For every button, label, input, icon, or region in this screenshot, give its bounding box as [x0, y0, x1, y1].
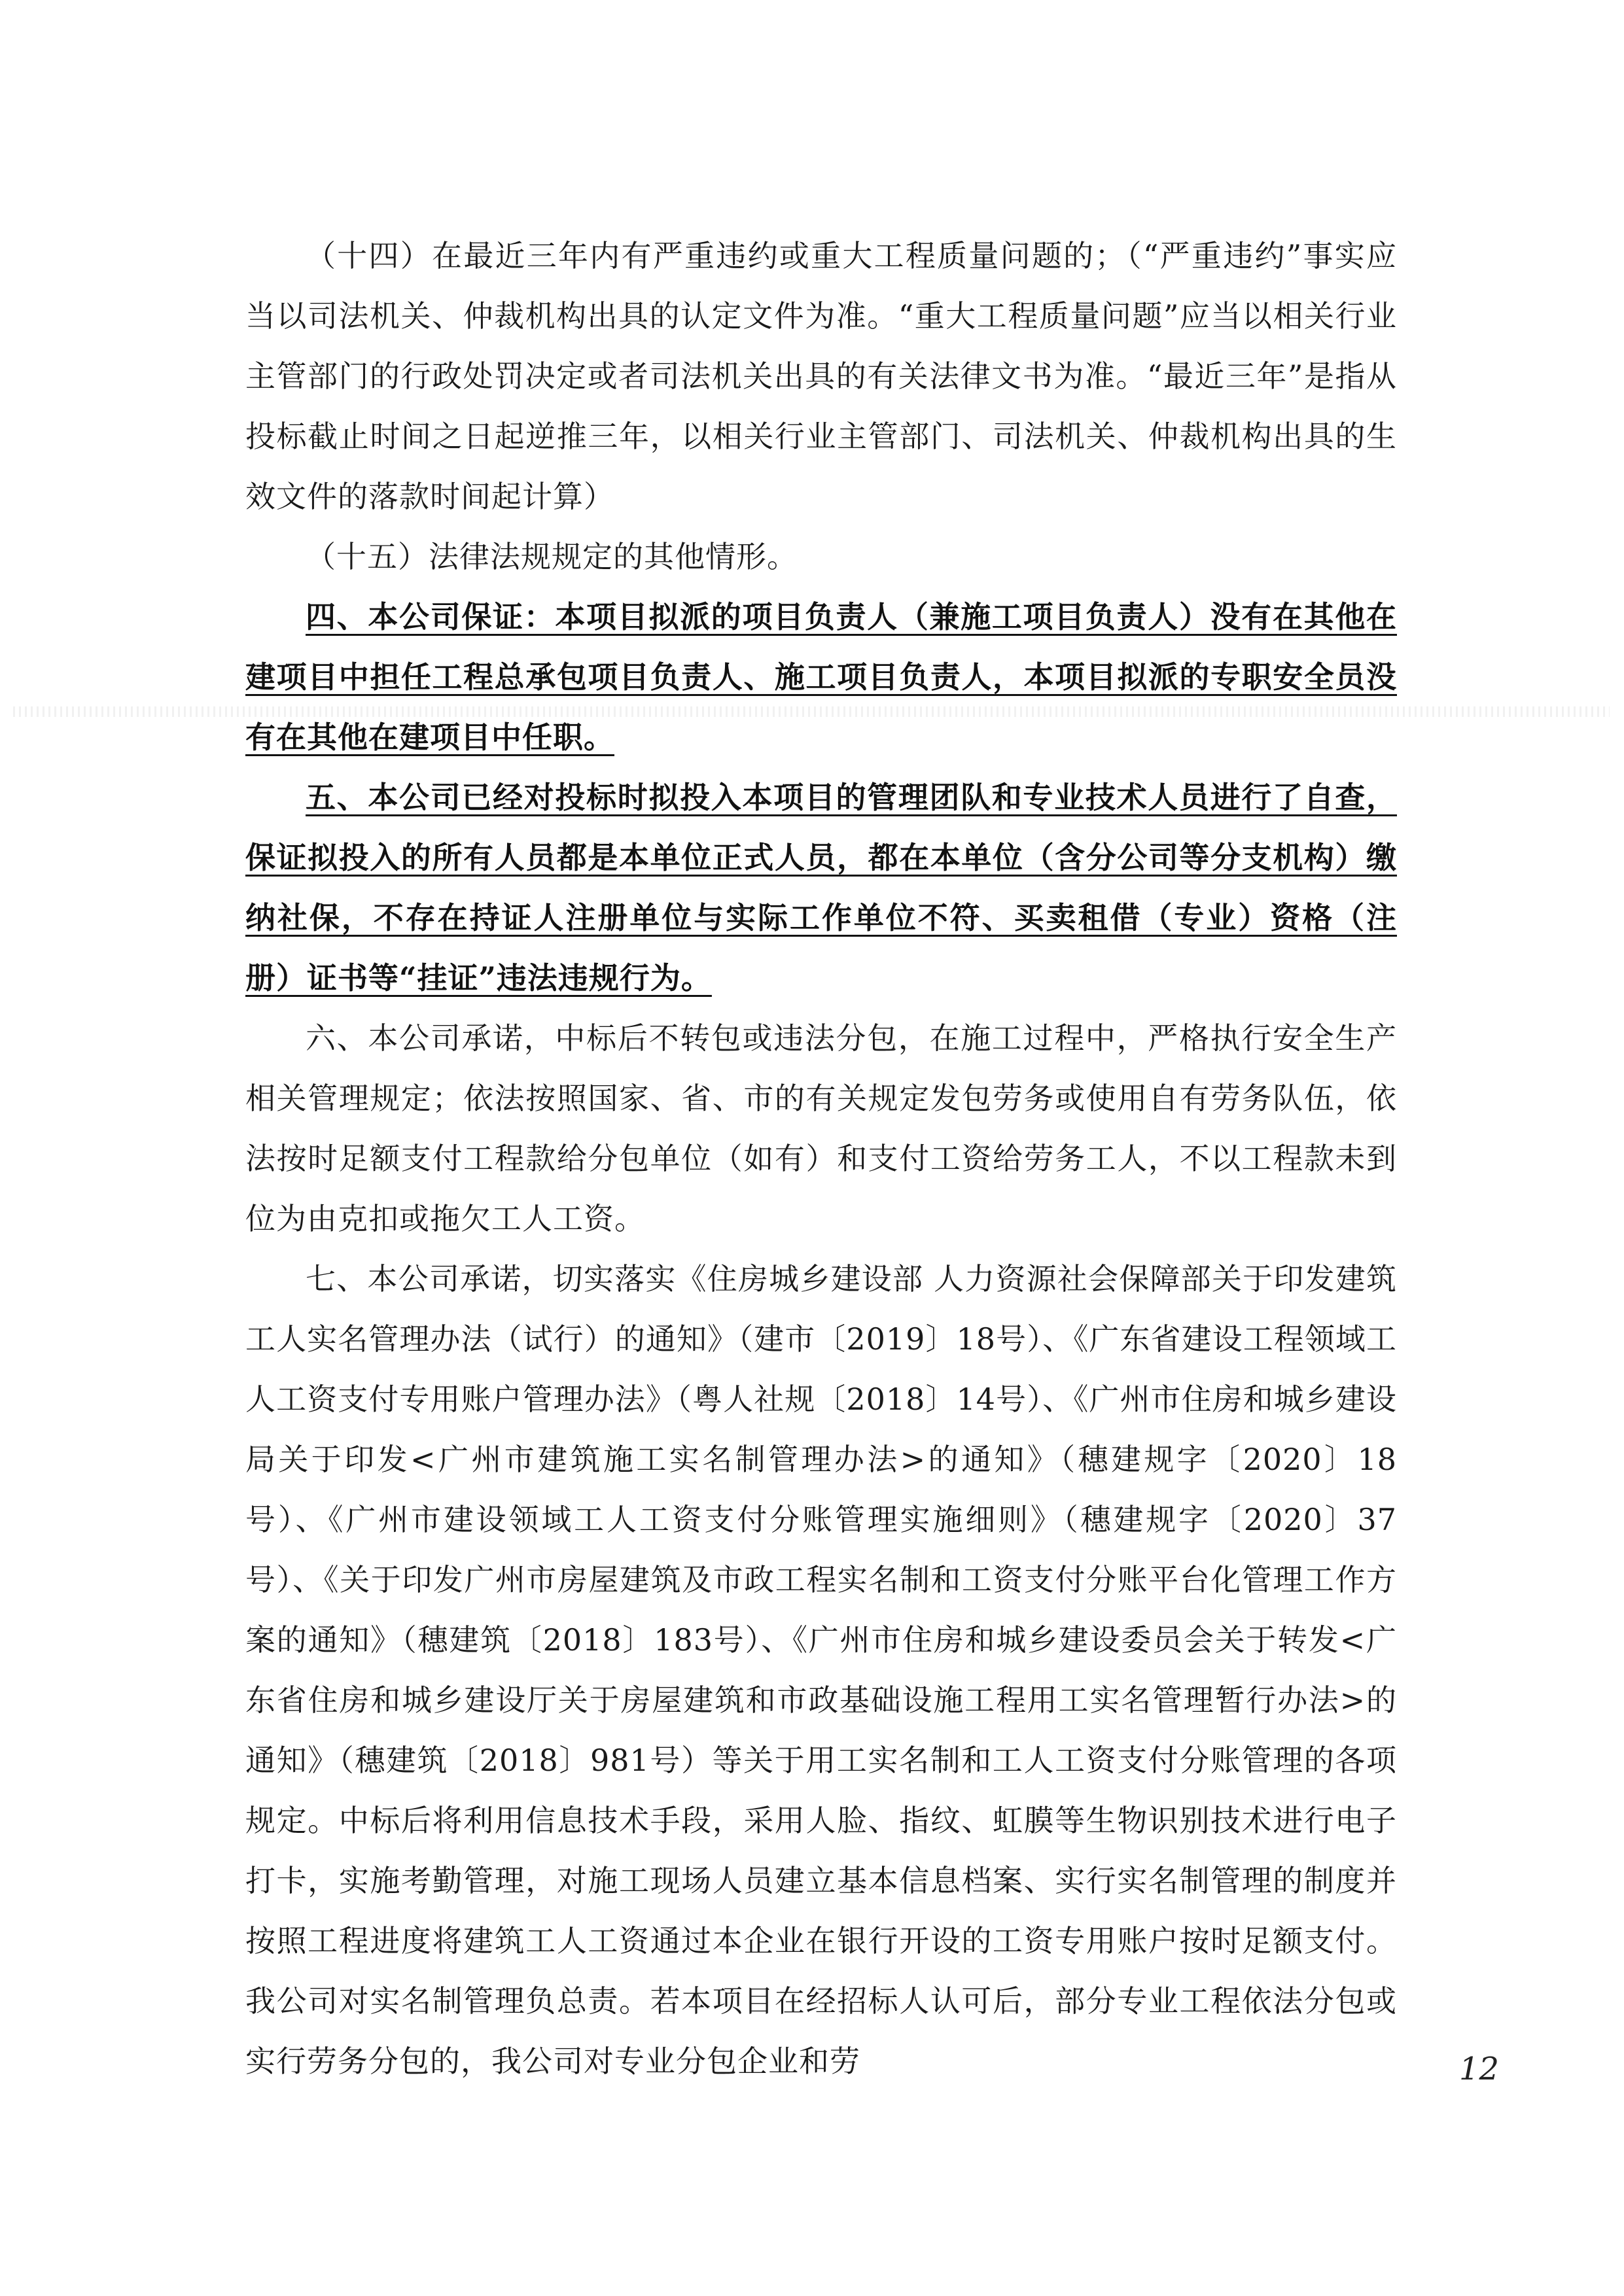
handwritten-page-number: 12	[1459, 2051, 1500, 2087]
paragraph-section-5-self-check: 五、本公司已经对投标时拟投入本项目的管理团队和专业技术人员进行了自查，保证拟投入的所有人员都是本单位正式人员，都在本单位（含分公司等分支机构）缴纳社保，不存在持证人注册单位与实际工作单位不符、买卖租借（专业）资格（注册）证书等“挂证”违法违规行为。	[245, 780, 1397, 996]
paragraph-item-14: （十四）在最近三年内有严重违约或重大工程质量问题的；（“严重违约”事实应当以司法机关、仲裁机构出具的认定文件为准。“重大工程质量问题”应当以相关行业主管部门的行政处罚决定或者司法机关出具的有关法律文书为准。“最近三年”是指从投标截止时间之日起逆推三年，以相关行业主管部门、司法机关、仲裁机构出具的生效文件的落款时间起计算）	[245, 238, 1397, 514]
document-body	[245, 226, 1397, 2091]
paragraph-section-4-guarantee: 四、本公司保证：本项目拟派的项目负责人（兼施工项目负责人）没有在其他在建项目中担任工程总承包项目负责人、施工项目负责人，本项目拟派的专职安全员没有在其他在建项目中任职。	[245, 599, 1397, 755]
paragraph-item-15: （十五）法律法规规定的其他情形。	[306, 539, 798, 574]
paragraph-section-6-commitment: 六、本公司承诺，中标后不转包或违法分包，在施工过程中，严格执行安全生产相关管理规定；依法按照国家、省、市的有关规定发包劳务或使用自有劳务队伍，依法按时足额支付工程款给分包单位（如有）和支付工资给劳务工人，不以工程款未到位为由克扣或拖欠工人工资。	[245, 1020, 1397, 1236]
paragraph-section-7-commitment: 七、本公司承诺，切实落实《住房城乡建设部 人力资源社会保障部关于印发建筑工人实名管理办法（试行）的通知》（建市〔2019〕18号）、《广东省建设工程领域工人工资支付专用账户管理办法》（粤人社规〔2018〕14号）、《广州市住房和城乡建设局关于印发<广州市建筑施工实名制管理办法>的通知》（穗建规字〔2020〕18号）、《广州市建设领域工人工资支付分账管理实施细则》（穗建规字〔2020〕37号）、《关于印发广州市房屋建筑及市政工程实名制和工资支付分账平台化管理工作方案的通知》（穗建筑〔2018〕183号）、《广州市住房和城乡建设委员会关于转发<广东省住房和城乡建设厅关于房屋建筑和市政基础设施工程用工实名管理暂行办法>的通知》（穗建筑〔2018〕981号）等关于用工实名制和工人工资支付分账管理的各项规定。中标后将利用信息技术手段，采用人脸、指纹、虹膜等生物识别技术进行电子打卡，实施考勤管理，对施工现场人员建立基本信息档案、实行实名制管理的制度并按照工程进度将建筑工人工资通过本企业在银行开设的工资专用账户按时足额支付。我公司对实名制管理负总责。若本项目在经招标人认可后，部分专业工程依法分包或实行劳务分包的，我公司对专业分包企业和劳	[245, 1261, 1397, 2079]
